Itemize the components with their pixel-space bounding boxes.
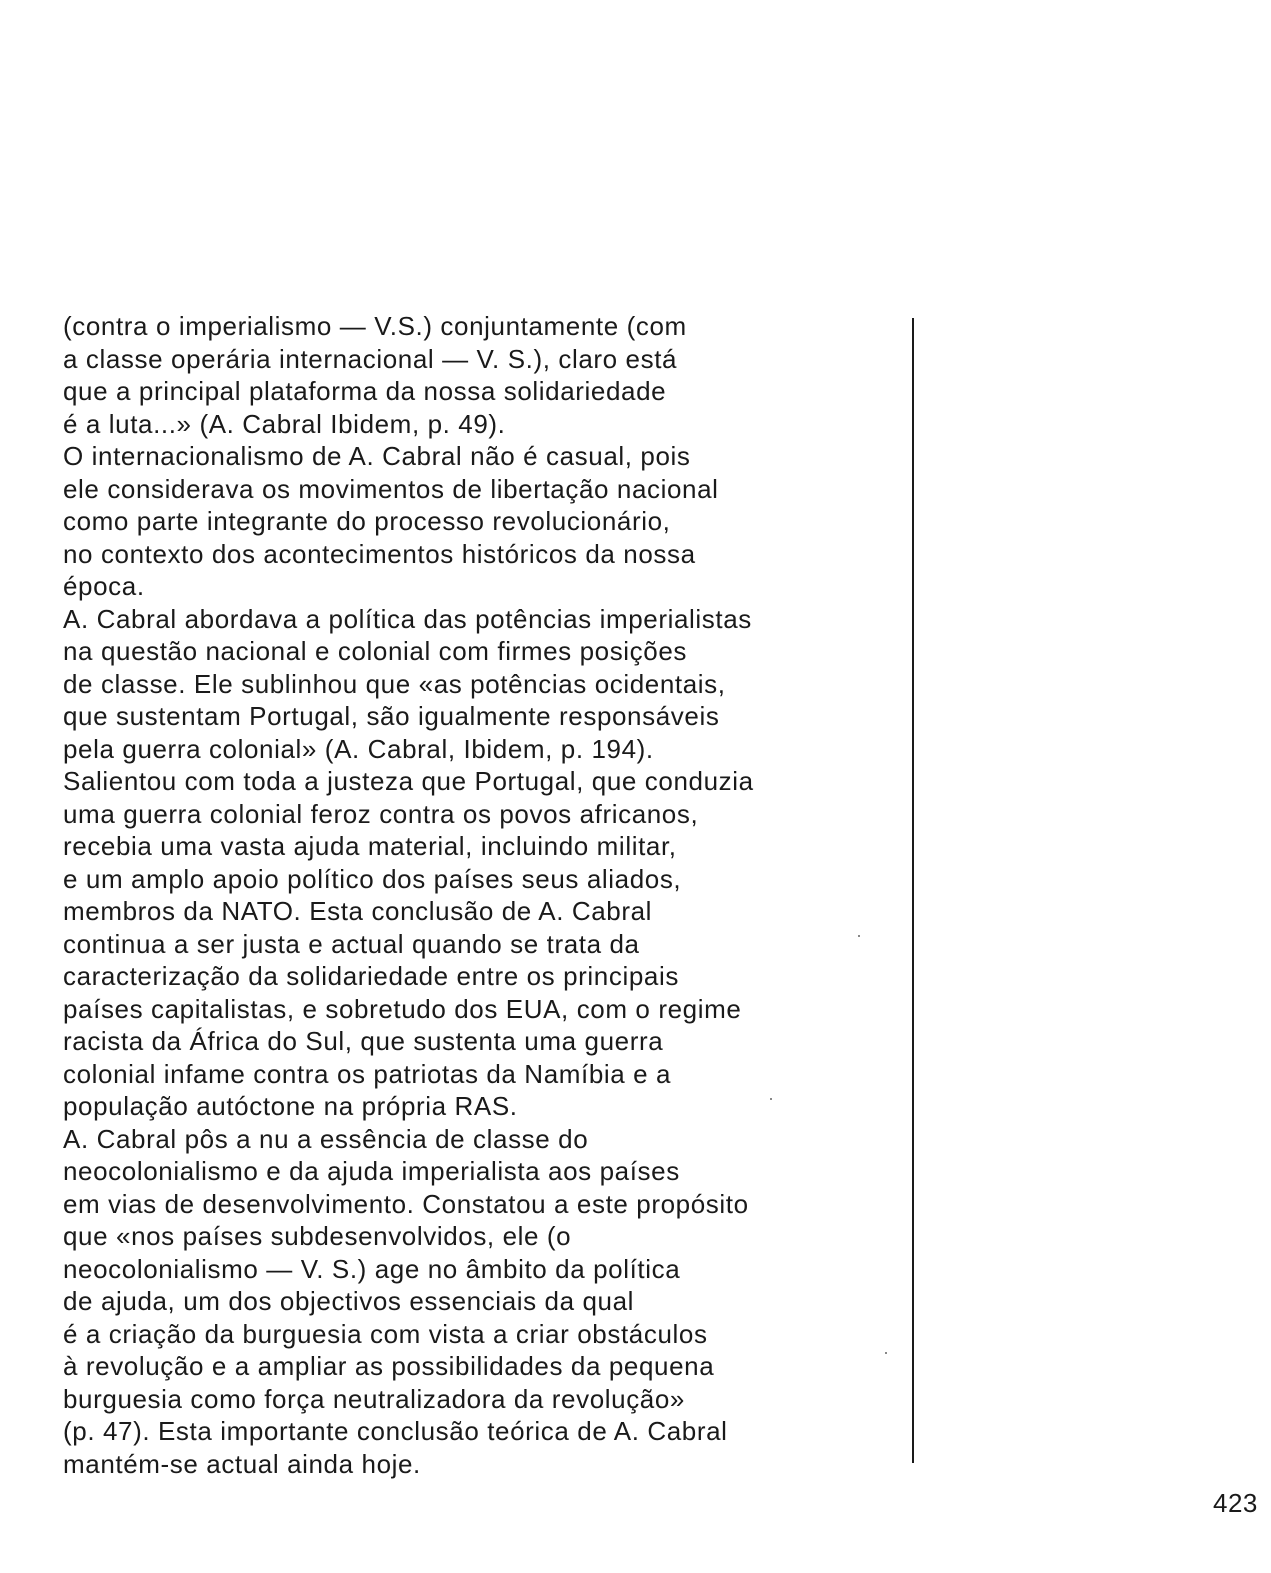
text-line: é a luta...» (A. Cabral Ibidem, p. 49). — [63, 408, 506, 439]
text-line: época. — [63, 571, 145, 601]
text-line: como parte integrante do processo revolucionário, — [63, 506, 671, 536]
text-line: caracterização da solidariedade entre os principais — [63, 961, 679, 991]
text-line: que sustentam Portugal, são igualmente responsáveis — [63, 701, 720, 731]
text-line: O internacionalismo de A. Cabral não é casual, pois — [63, 441, 691, 471]
text-line: mantém-se actual ainda hoje. — [63, 1448, 421, 1479]
text-line: colonial infame contra os patriotas da Namíbia e a — [63, 1058, 672, 1089]
text-line: Salientou com toda a justeza que Portugal, que conduzia — [63, 766, 754, 796]
text-line: continua a ser justa e actual quando se trata da — [63, 928, 640, 959]
text-line: que a principal plataforma da nossa solidariedade — [63, 376, 667, 406]
text-line: de classe. Ele sublinhou que «as potências ocidentais, — [63, 668, 726, 699]
text-line: e um amplo apoio político dos países seus aliados, — [63, 863, 682, 894]
text-line: neocolonialismo — V. S.) age no âmbito da política — [63, 1253, 681, 1284]
scan-speck — [858, 935, 860, 937]
margin-vertical-rule — [912, 318, 914, 1463]
text-line: A. Cabral pôs a nu a essência de classe do — [63, 1123, 589, 1154]
text-line: pela guerra colonial» (A. Cabral, Ibidem, p. 194). — [63, 733, 654, 764]
text-line: que «nos países subdesenvolvidos, ele (o — [63, 1221, 572, 1251]
text-line: ele considerava os movimentos de libertação nacional — [63, 473, 719, 504]
text-line: a classe operária internacional — V. S.), claro está — [63, 343, 678, 374]
text-line: na questão nacional e colonial com firmes posições — [63, 636, 688, 666]
text-line: neocolonialismo e da ajuda imperialista aos países — [63, 1156, 680, 1186]
text-line: A. Cabral abordava a política das potências imperialistas — [63, 603, 752, 634]
text-line: países capitalistas, e sobretudo dos EUA, com o regime — [63, 993, 742, 1024]
text-line: é a criação da burguesia com vista a criar obstáculos — [63, 1318, 708, 1349]
text-line: de ajuda, um dos objectivos essenciais da qual — [63, 1286, 635, 1316]
text-line: racista da África do Sul, que sustenta uma guerra — [63, 1026, 664, 1056]
text-line: recebia uma vasta ajuda material, incluindo militar, — [63, 831, 677, 861]
text-line: à revolução e a ampliar as possibilidades da pequena — [63, 1351, 715, 1381]
text-line: uma guerra colonial feroz contra os povos africanos, — [63, 798, 699, 829]
scan-speck — [770, 1098, 772, 1100]
text-line: membros da NATO. Esta conclusão de A. Cabral — [63, 896, 653, 926]
text-line: (p. 47). Esta importante conclusão teórica de A. Cabral — [63, 1416, 728, 1446]
text-line: (contra o imperialismo — V.S.) conjuntamente (com — [63, 311, 687, 341]
text-line: população autóctone na própria RAS. — [63, 1091, 518, 1121]
text-line: em vias de desenvolvimento. Constatou a este propósito — [63, 1188, 749, 1219]
body-text — [63, 310, 903, 1480]
text-line: no contexto dos acontecimentos históricos da nossa — [63, 538, 696, 569]
text-line: burguesia como força neutralizadora da revolução» — [63, 1383, 685, 1414]
scan-speck — [885, 1352, 887, 1354]
page-number: 423 — [1213, 1488, 1258, 1518]
